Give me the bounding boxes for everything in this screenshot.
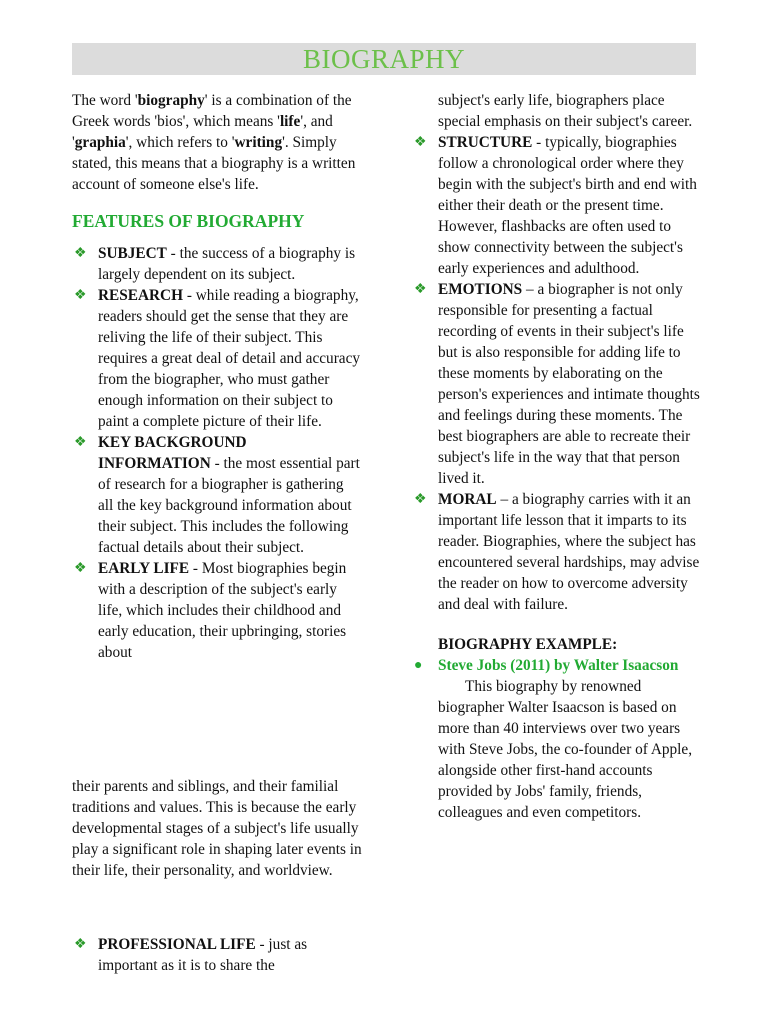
diamond-bullet-icon: ❖	[414, 492, 427, 507]
title-bar	[72, 43, 696, 75]
feature-research: ❖ RESEARCH - while reading a biography, readers should get the sense that they are reliving the life of their subject. This requires a great deal of detail and accuracy from the biographer, who must gather enough information on their subject to paint a complete picture of their life.	[74, 287, 361, 430]
feature-subject: ❖ SUBJECT - the success of a biography is largely dependent on its subject.	[74, 245, 356, 283]
diamond-bullet-icon: ❖	[74, 246, 87, 261]
right-continuation: subject's early life, biographers place special emphasis on their subject's career.	[438, 92, 693, 130]
left-professional	[72, 934, 362, 976]
left-column	[72, 90, 362, 663]
right-column	[412, 90, 702, 823]
example-heading: BIOGRAPHY EXAMPLE:	[438, 636, 618, 653]
diamond-bullet-icon: ❖	[74, 288, 87, 303]
features-heading: FEATURES OF BIOGRAPHY	[72, 211, 305, 231]
example-item	[412, 655, 702, 676]
continuation-paragraph: their parents and siblings, and their familial traditions and values. This is because the early developmental stages of a subject's life usually play a significant role in shaping later events in their life, their personality, and worldview.	[72, 778, 362, 879]
diamond-bullet-icon: ❖	[74, 435, 87, 450]
diamond-bullet-icon: ❖	[74, 561, 87, 576]
intro-paragraph: The word 'biography' is a combination of the Greek words 'bios', which means 'life', and 'graphia', which refers to 'writing'. Simply stated, this means that a biography is a written account of someone else's life.	[72, 92, 356, 193]
example-text: This biography by renowned biographer Walter Isaacson is based on more than 40 interviews over two years with Steve Jobs, the co-founder of Apple, alongside other first-hand accounts provided by Jobs' family, friends, colleagues and even competitors.	[438, 678, 693, 821]
feature-moral: ❖ MORAL – a biography carries with it an important life lesson that it imparts to its reader. Biographies, where the subject has encountered several hardships, may advise the reader on how to overcome adversity and deal with failure.	[414, 491, 700, 613]
feature-early-life: ❖ EARLY LIFE - Most biographies begin with a description of the subject's early life, which includes their childhood and early education, their upbringing, stories about	[74, 560, 347, 661]
diamond-bullet-icon: ❖	[414, 282, 427, 297]
example-title: Steve Jobs (2011) by Walter Isaacson	[438, 657, 679, 674]
round-bullet-icon: ●	[414, 658, 423, 673]
diamond-bullet-icon: ❖	[74, 937, 87, 952]
feature-professional-life: ❖ PROFESSIONAL LIFE - just as important as it is to share the	[74, 936, 308, 974]
page-title: BIOGRAPHY	[302, 44, 466, 74]
feature-structure: ❖ STRUCTURE - typically, biographies follow a chronological order where they begin with the subject's birth and end with either their death or the present time. However, flashbacks are often used to show connectivity between the subject's early experiences and adulthood.	[414, 134, 697, 277]
feature-key-background: ❖ KEY BACKGROUND INFORMATION - the most essential part of research for a biographer is gathering all the key background information about their subject. This includes the following factual details about their subject.	[74, 434, 360, 556]
left-continuation	[72, 776, 362, 881]
feature-emotions: ❖ EMOTIONS – a biographer is not only responsible for presenting a factual recording of events in their subject's life but is also responsible for adding life to these moments by elaborating on the person's experiences and intimate thoughts and feelings during these moments. The best biographers are able to recreate their subject's life in the way that that person lived it.	[414, 281, 700, 487]
diamond-bullet-icon: ❖	[414, 135, 427, 150]
